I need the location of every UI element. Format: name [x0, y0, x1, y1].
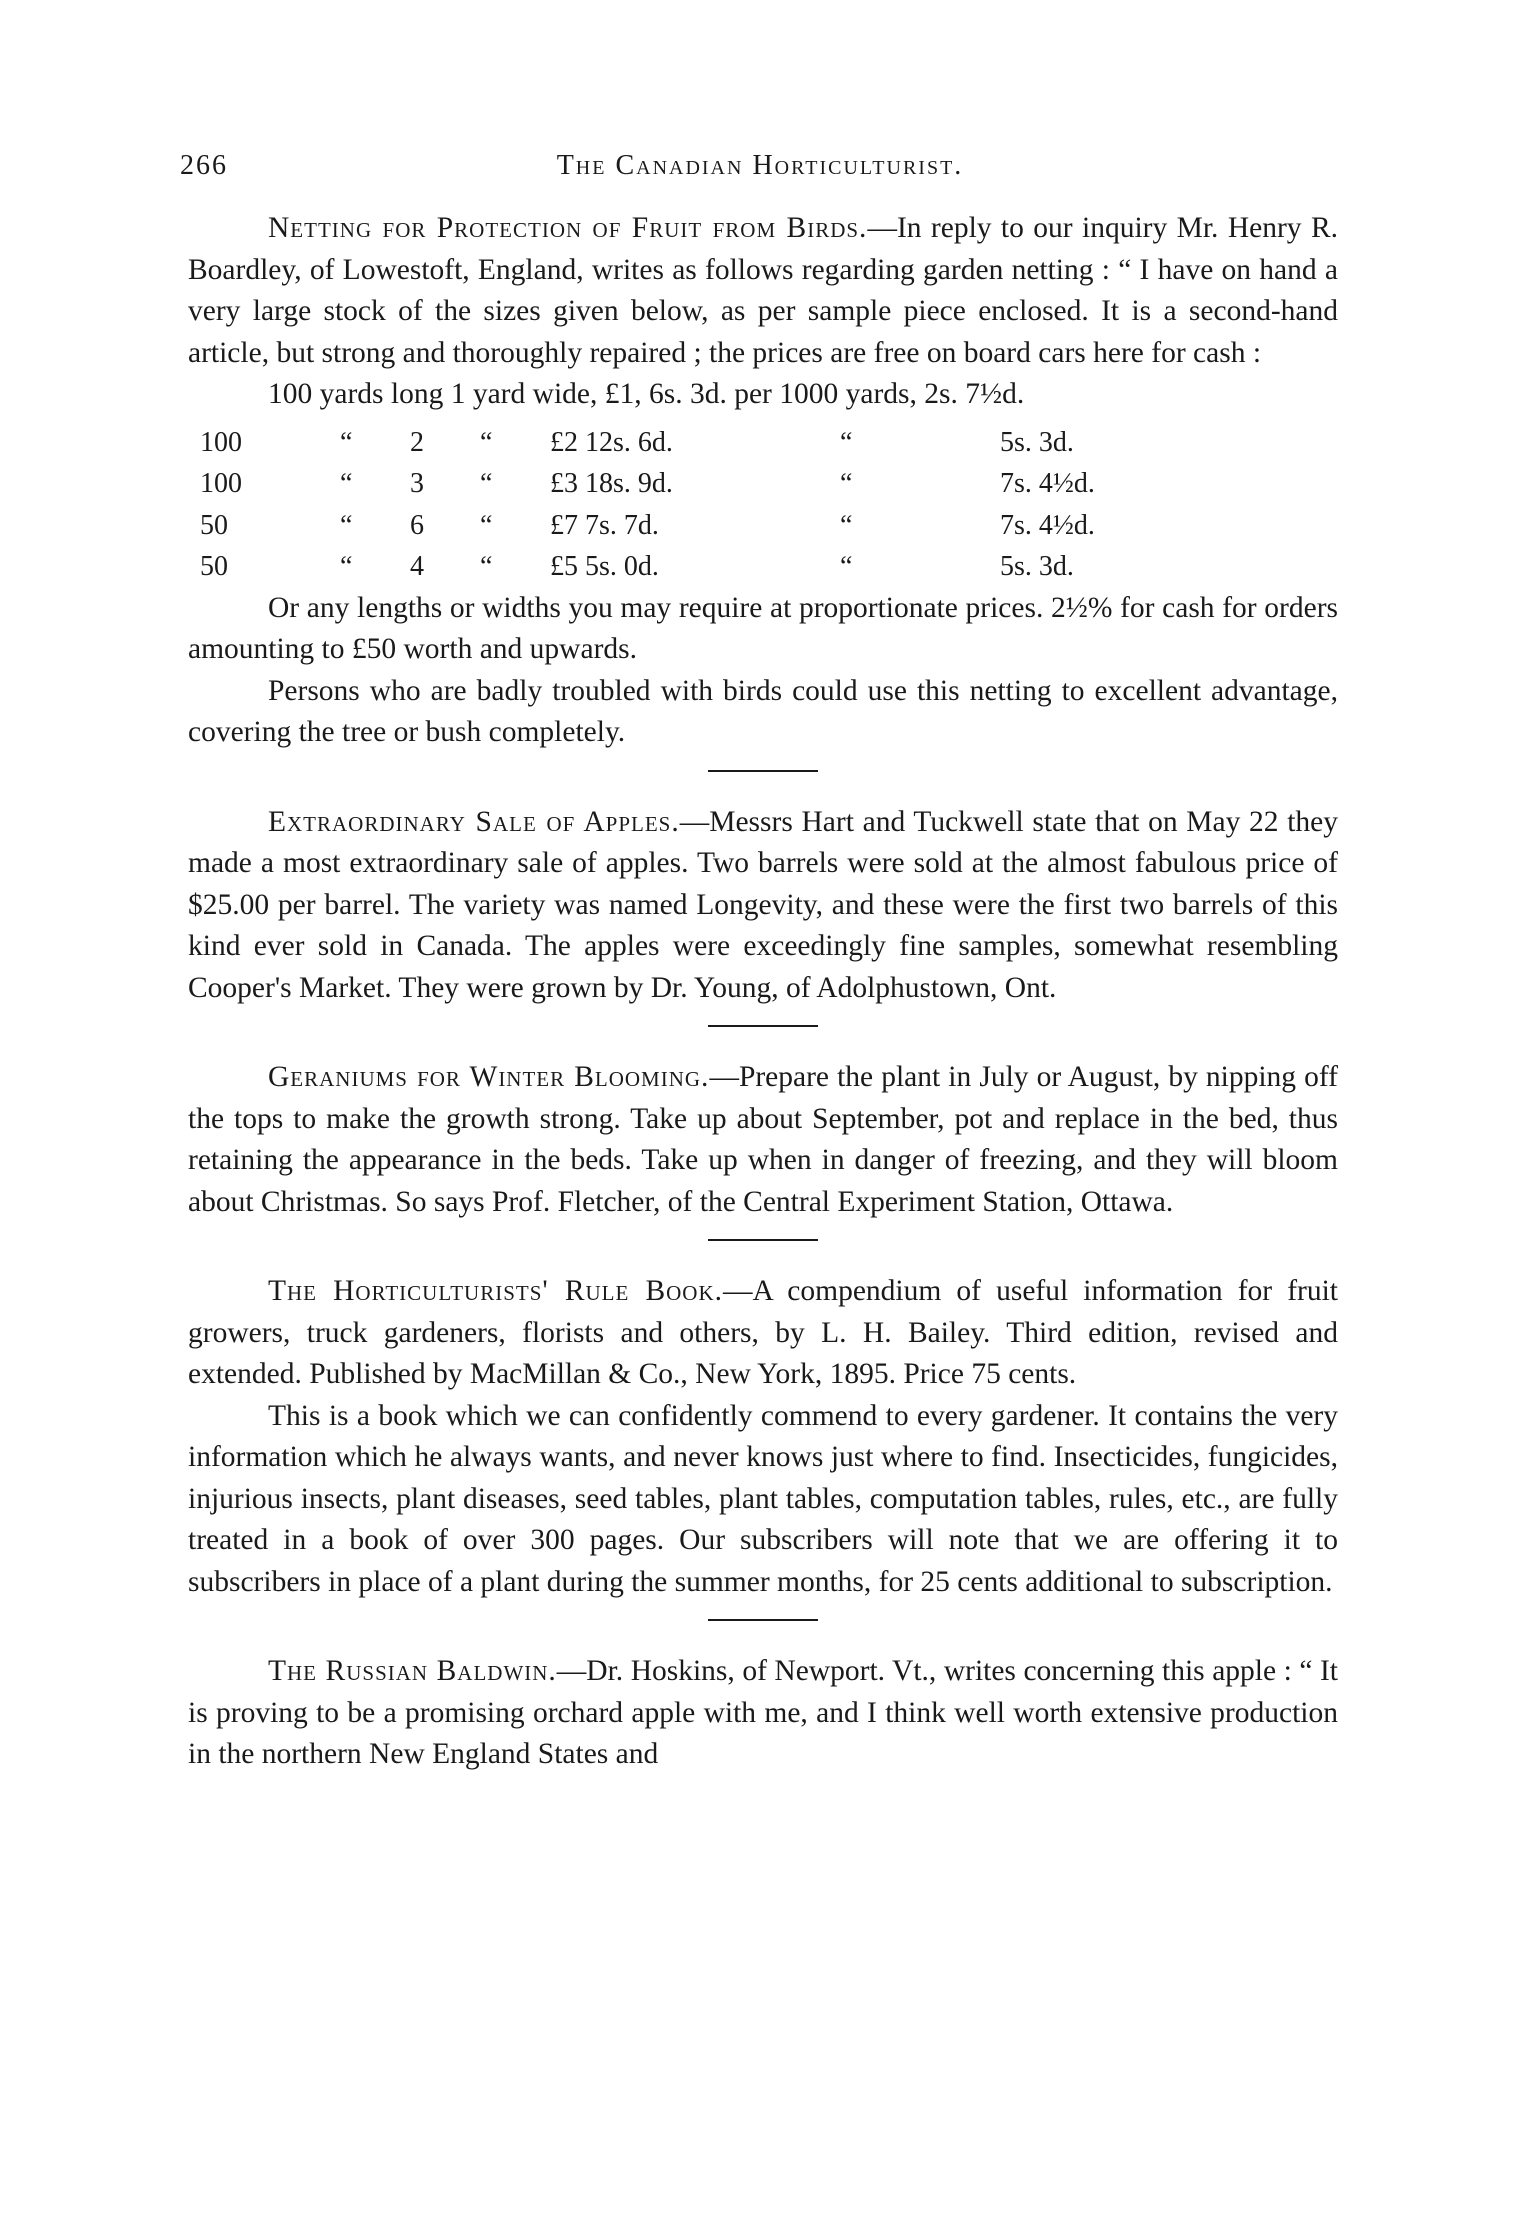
row-length: 100 [200, 468, 242, 499]
netting-first-price-line: 100 yards long 1 yard wide, £1, 6s. 3d. per 1000 yards, 2s. 7½d. [268, 378, 1025, 410]
row-length: 50 [200, 551, 228, 582]
row-ditto: “ [840, 509, 853, 541]
row-ditto: “ [480, 509, 493, 541]
section-apples [188, 802, 1338, 1010]
heading-dash: — [867, 212, 897, 244]
netting-intro [188, 208, 1338, 374]
row-rate: 7s. 4½d. [1000, 509, 1095, 541]
russian-text: Dr. Hoskins, of Newport. Vt., writes concerning this apple : “ It is proving to be a promising orchard apple with me, and I think well worth extensive production in the northern New England States and [188, 1655, 1338, 1770]
row-ditto: “ [340, 551, 353, 582]
rulebook-heading: The Horticulturists' Rule Book. [268, 1275, 723, 1307]
row-width: 6 [410, 509, 424, 541]
row-price: £3 18s. 9d. [550, 468, 673, 499]
row-ditto: “ [340, 509, 353, 541]
row-price: £7 7s. 7d. [550, 509, 659, 541]
row-rate: 7s. 4½d. [1000, 468, 1095, 499]
row-ditto: “ [480, 426, 493, 458]
russian-heading: The Russian Baldwin. [268, 1655, 557, 1687]
netting-price-table [188, 422, 1200, 588]
heading-dash: — [709, 1061, 739, 1093]
price-row [188, 463, 1200, 505]
row-ditto: “ [340, 426, 353, 458]
running-title: The Canadian Horticulturist. [556, 150, 964, 181]
row-price: £5 5s. 0d. [550, 551, 659, 582]
section-divider [708, 1025, 818, 1027]
row-ditto: “ [840, 426, 853, 458]
section-geraniums [188, 1057, 1338, 1223]
geraniums-paragraph [188, 1057, 1338, 1223]
rulebook-paragraph [188, 1271, 1338, 1396]
row-ditto: “ [840, 551, 853, 582]
row-rate: 5s. 3d. [1000, 551, 1074, 582]
netting-intro-text: In reply to our inquiry Mr. Henry R. Boardley, of Lowestoft, England, writes as follows regarding garden netting : “ I have on hand a very large stock of the sizes given below, as per sample piece enclosed. It is a second-hand article, but strong and thoroughly repaired ; the prices are free on board cars here for cash : [188, 212, 1338, 369]
rulebook-review: This is a book which we can confidently commend to every gardener. It contains the very information which he always wants, and never knows just where to find. Insecticides, fungicides, injurious insects, plant diseases, seed tables, plant tables, computation tables, rules, etc., are fully treated in a book of over 300 pages. Our subscribers will note that we are offering it to subscribers in place of a plant during the summer months, for 25 cents additional to subscription. [188, 1399, 1338, 1598]
section-russian-baldwin [188, 1651, 1338, 1776]
price-row [188, 505, 1200, 547]
row-width: 4 [410, 551, 424, 582]
price-rows [188, 422, 1200, 588]
apples-text: Messrs Hart and Tuckwell state that on May 22 they made a most extraordinary sale of apples. Two barrels were sold at the almost fabulous price of $25.00 per barrel. The variety was named Longevity, and these were the first two barrels of this kind ever sold in Canada. The apples were exceedingly fine samples, somewhat resembling Cooper's Market. They were grown by Dr. Young, of Adolphustown, Ont. [188, 805, 1338, 1004]
apples-heading: Extraordinary Sale of Apples. [268, 805, 680, 838]
price-row [188, 422, 1200, 464]
heading-dash: — [679, 805, 710, 838]
row-ditto: “ [340, 468, 353, 499]
row-width: 3 [410, 468, 424, 499]
row-width: 2 [410, 426, 424, 458]
rulebook-text: A compendium of useful information for fruit growers, truck gardeners, florists and others, by L. H. Bailey. Third edition, revised and extended. Published by MacMillan & Co., New York, 1895. Price 75 cents. [188, 1275, 1338, 1390]
running-header [180, 150, 1340, 190]
apples-paragraph [188, 802, 1338, 1010]
row-length: 100 [200, 426, 242, 458]
geraniums-heading: Geraniums for Winter Blooming. [268, 1061, 710, 1093]
article-body [188, 208, 1338, 1776]
price-row [188, 546, 1200, 588]
section-rulebook [188, 1271, 1338, 1603]
russian-paragraph [188, 1651, 1338, 1776]
heading-dash: — [556, 1655, 587, 1687]
row-price: £2 12s. 6d. [550, 426, 673, 458]
row-ditto: “ [840, 468, 853, 499]
netting-heading: Netting for Protection of Fruit from Birds. [268, 212, 868, 244]
section-divider [708, 1239, 818, 1241]
section-netting [188, 208, 1338, 754]
section-divider [708, 1619, 818, 1621]
netting-closing: Persons who are badly troubled with birds could use this netting to excellent advantage, covering the tree or bush completely. [188, 674, 1338, 748]
row-length: 50 [200, 509, 228, 541]
netting-after-table: Or any lengths or widths you may require at proportionate prices. 2½% for cash for orders amounting to £50 worth and upwards. [188, 591, 1338, 665]
heading-dash: — [723, 1275, 753, 1307]
row-rate: 5s. 3d. [1000, 426, 1074, 458]
geraniums-text: Prepare the plant in July or August, by nipping off the tops to make the growth strong. Take up about September, pot and replace in the bed, thus retaining the appearance in the beds. Take up when in danger of freezing, and they will bloom about Christmas. So says Prof. Fletcher, of the Central Experiment Station, Ottawa. [188, 1061, 1339, 1218]
row-ditto: “ [480, 551, 493, 582]
section-divider [708, 770, 818, 772]
row-ditto: “ [480, 468, 493, 499]
page-number: 266 [180, 150, 228, 181]
